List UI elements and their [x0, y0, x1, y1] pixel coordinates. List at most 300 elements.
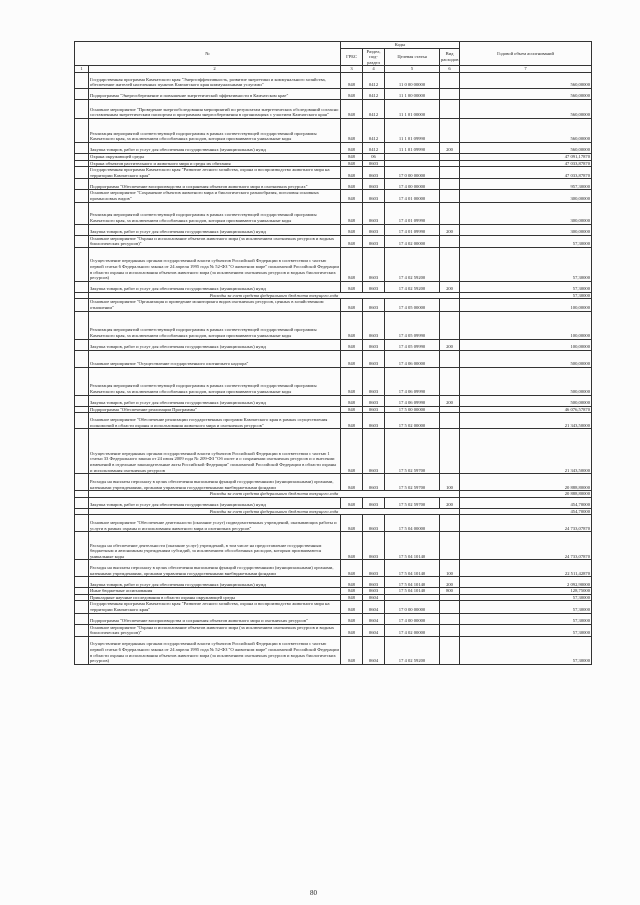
- row-razdel-cell: 0412: [363, 88, 385, 99]
- table-row: [75, 190, 592, 202]
- row-name-cell: Закупка товаров, работ и услуг для обеспечения государственных (муниципальных) нужд: [89, 142, 341, 153]
- row-vid-cell: [440, 413, 460, 429]
- row-grbs-cell: 848: [341, 142, 363, 153]
- row-vid-cell: [440, 624, 460, 636]
- row-razdel-cell: 0603: [363, 224, 385, 235]
- table-row-note: [75, 508, 592, 515]
- row-razdel-cell: 0603: [363, 167, 385, 179]
- table-row: [75, 179, 592, 190]
- row-sum-cell: 500,00000: [460, 367, 592, 395]
- row-vid-cell: [440, 179, 460, 190]
- colnum: 7: [460, 66, 592, 73]
- row-name-cell: Иные бюджетные ассигнования: [89, 588, 341, 595]
- row-name-cell: Подпрограмма "Обеспечение воспроизводства и сохранения объектов животного мира и охотничьих ресурсов": [89, 613, 341, 624]
- row-grbs-cell: 848: [341, 118, 363, 142]
- row-target-cell: 17 4 05 09990: [385, 311, 440, 339]
- table-row: [75, 367, 592, 395]
- row-target-cell: 11 1 01 09990: [385, 118, 440, 142]
- row-target-cell: 17 5 04 10140: [385, 588, 440, 595]
- row-sum-cell: 57,30000: [460, 613, 592, 624]
- table-row: [75, 118, 592, 142]
- row-name-cell: Реализация мероприятий соответствующей подпрограммы в рамках соответствующей государственной программы Камчатского края, за исключением обособленных расходов, которым присваиваются уникальные коды: [89, 367, 341, 395]
- row-grbs-cell: 848: [341, 350, 363, 367]
- table-row: [75, 311, 592, 339]
- row-razdel-cell: 0603: [363, 497, 385, 508]
- row-razdel-cell: 0603: [363, 235, 385, 247]
- row-target-cell: 17 4 02 59200: [385, 636, 440, 664]
- row-name-cell: Расходы на обеспечение деятельности (оказание услуг) учреждений, в том числе на предоставление государственным бюджетным и автономным учреждениям субсидий, за исключением обособленных расходов, которым присваиваются уникальные коды: [89, 532, 341, 560]
- row-vid-cell: [440, 601, 460, 613]
- row-razdel-cell: 0603: [363, 560, 385, 577]
- row-vid-cell: [440, 350, 460, 367]
- row-razdel-cell: 0603: [363, 515, 385, 532]
- row-target-cell: 17 4 06 09990: [385, 367, 440, 395]
- row-grbs-cell: 848: [341, 636, 363, 664]
- row-grbs-cell: 848: [341, 413, 363, 429]
- table-row: [75, 235, 592, 247]
- row-number-cell: [75, 247, 89, 281]
- row-target-cell: 17 4 02 00000: [385, 235, 440, 247]
- row-target-cell: [385, 160, 440, 167]
- table-row: [75, 350, 592, 367]
- row-razdel-cell: 0603: [363, 299, 385, 311]
- budget-table: [74, 41, 592, 665]
- row-target-cell: 17 4 02 59200: [385, 247, 440, 281]
- row-grbs-cell: 848: [341, 594, 363, 601]
- table-row: [75, 99, 592, 118]
- row-sum-cell: 57,30000: [460, 281, 592, 292]
- row-number-cell: [75, 515, 89, 532]
- row-name-cell: Государственная программа Камчатского края "Развитие лесного хозяйства, охрана и воспроизводство животного мира на территории Камчатского края": [89, 601, 341, 613]
- row-vid-cell: 200: [440, 577, 460, 588]
- row-vid-cell: 200: [440, 395, 460, 406]
- row-number-cell: [75, 292, 89, 299]
- row-vid-cell: [440, 594, 460, 601]
- header-vid: Вид расходов: [440, 48, 460, 66]
- row-vid-cell: [440, 190, 460, 202]
- row-vid-cell: [440, 153, 460, 160]
- row-vid-cell: [440, 247, 460, 281]
- column-numbers-row: [75, 66, 592, 73]
- row-razdel-cell: 0603: [363, 577, 385, 588]
- row-name-cell: Подпрограмма "Обеспечение воспроизводства и сохранения объектов животного мира в охотничьих ресурсах": [89, 179, 341, 190]
- row-vid-cell: 200: [440, 497, 460, 508]
- row-vid-cell: 100: [440, 474, 460, 491]
- row-razdel-cell: 0603: [363, 406, 385, 413]
- table-row: [75, 395, 592, 406]
- row-target-cell: 17 4 05 09990: [385, 339, 440, 350]
- row-vid-cell: [440, 429, 460, 474]
- row-target-cell: 17 5 02 00000: [385, 413, 440, 429]
- row-grbs-cell: 848: [341, 560, 363, 577]
- colnum: 5: [385, 66, 440, 73]
- row-vid-cell: [440, 235, 460, 247]
- row-name-cell: Основное мероприятие "Сохранение объектов животного мира и биологического разнообразия, поголовья основных промысловых видов": [89, 190, 341, 202]
- row-name-cell: Подпрограмма "Обеспечение реализации Программы": [89, 406, 341, 413]
- row-number-cell: [75, 613, 89, 624]
- row-razdel-cell: 0412: [363, 99, 385, 118]
- row-note-cell: Расходы за счет средств федерального бюджета текущего года: [89, 491, 460, 498]
- table-row: [75, 72, 592, 88]
- row-note-cell: Расходы за счет средств федерального бюджета текущего года: [89, 292, 460, 299]
- row-sum-cell: 454,70000: [460, 497, 592, 508]
- row-number-cell: [75, 167, 89, 179]
- row-number-cell: [75, 367, 89, 395]
- row-number-cell: [75, 406, 89, 413]
- row-number-cell: [75, 72, 89, 88]
- row-number-cell: [75, 224, 89, 235]
- table-row: [75, 497, 592, 508]
- row-vid-cell: 200: [440, 224, 460, 235]
- row-target-cell: 17 5 04 10140: [385, 577, 440, 588]
- header-num: №: [75, 42, 341, 66]
- row-name-cell: Закупка товаров, работ и услуг для обеспечения государственных (муниципальных) нужд: [89, 395, 341, 406]
- row-number-cell: [75, 299, 89, 311]
- row-vid-cell: 200: [440, 142, 460, 153]
- row-razdel-cell: 0412: [363, 72, 385, 88]
- row-number-cell: [75, 142, 89, 153]
- row-sum-cell: 300,00000: [460, 224, 592, 235]
- row-razdel-cell: 0603: [363, 395, 385, 406]
- row-number-cell: [75, 99, 89, 118]
- row-sum-cell: 57,30000: [460, 636, 592, 664]
- row-target-cell: 11 1 00 00000: [385, 88, 440, 99]
- row-grbs-cell: 848: [341, 339, 363, 350]
- row-grbs-cell: 848: [341, 577, 363, 588]
- table-row: [75, 613, 592, 624]
- row-target-cell: 17 5 04 10140: [385, 532, 440, 560]
- table-row: [75, 247, 592, 281]
- row-razdel-cell: 0603: [363, 311, 385, 339]
- header-target: Целевая статья: [385, 48, 440, 66]
- row-number-cell: [75, 339, 89, 350]
- row-vid-cell: 200: [440, 281, 460, 292]
- row-razdel-cell: 0412: [363, 118, 385, 142]
- row-number-cell: [75, 202, 89, 224]
- row-target-cell: 17 4 06 09990: [385, 395, 440, 406]
- row-grbs-cell: 848: [341, 367, 363, 395]
- row-target-cell: 17 4 00 00000: [385, 613, 440, 624]
- row-sum-cell: 20 888,80000: [460, 491, 592, 498]
- row-sum-cell: 21 343,50000: [460, 413, 592, 429]
- row-vid-cell: [440, 515, 460, 532]
- row-name-cell: Закупка товаров, работ и услуг для обеспечения государственных (муниципальных) нужд: [89, 577, 341, 588]
- row-grbs-cell: 848: [341, 429, 363, 474]
- row-name-cell: Реализация мероприятий соответствующей подпрограммы в рамках соответствующей государственной программы Камчатского края, за исключением обособленных расходов, которым присваиваются уникальные коды: [89, 118, 341, 142]
- row-number-cell: [75, 153, 89, 160]
- row-razdel-cell: 0604: [363, 594, 385, 601]
- row-razdel-cell: 06: [363, 153, 385, 160]
- row-grbs-cell: 848: [341, 190, 363, 202]
- row-target-cell: 17 5 02 59700: [385, 429, 440, 474]
- row-sum-cell: 22 511,42870: [460, 560, 592, 577]
- row-name-cell: Осуществление переданных органам государственной власти субъектов Российской Федерации в соответствии с частью первой статьи 6 Федерального закона от 24 апреля 1995 года № 52-ФЗ "О животном мире" полномочий Российской Федерации в области охраны и использования объектов животного мира (за исключением охотничьих ресурсов и водных биологических ресурсов): [89, 247, 341, 281]
- row-grbs-cell: 848: [341, 281, 363, 292]
- row-grbs-cell: 848: [341, 532, 363, 560]
- row-vid-cell: [440, 367, 460, 395]
- row-vid-cell: [440, 99, 460, 118]
- row-name-cell: Основное мероприятие "Осуществление государственного охотничьего надзора": [89, 350, 341, 367]
- row-razdel-cell: 0604: [363, 624, 385, 636]
- row-grbs-cell: 848: [341, 202, 363, 224]
- row-number-cell: [75, 508, 89, 515]
- row-vid-cell: 100: [440, 560, 460, 577]
- row-grbs-cell: 848: [341, 235, 363, 247]
- row-number-cell: [75, 190, 89, 202]
- row-number-cell: [75, 601, 89, 613]
- row-sum-cell: 46 076,57870: [460, 406, 592, 413]
- row-razdel-cell: 0604: [363, 613, 385, 624]
- row-grbs-cell: 848: [341, 474, 363, 491]
- row-number-cell: [75, 497, 89, 508]
- row-grbs-cell: 848: [341, 395, 363, 406]
- row-sum-cell: 560,00000: [460, 72, 592, 88]
- row-target-cell: 17 4 01 00000: [385, 190, 440, 202]
- row-target-cell: 17 4 01 09990: [385, 224, 440, 235]
- row-target-cell: 17 4 05 00000: [385, 299, 440, 311]
- row-target-cell: 17 4 02 00000: [385, 624, 440, 636]
- row-vid-cell: 200: [440, 339, 460, 350]
- table-row: [75, 474, 592, 491]
- row-razdel-cell: 0603: [363, 247, 385, 281]
- row-sum-cell: 500,00000: [460, 350, 592, 367]
- row-vid-cell: [440, 311, 460, 339]
- row-razdel-cell: 0603: [363, 339, 385, 350]
- row-name-cell: Охрана окружающей среды: [89, 153, 341, 160]
- row-sum-cell: 128,75000: [460, 588, 592, 595]
- row-target-cell: 11 0 00 00000: [385, 72, 440, 88]
- row-sum-cell: 57,30000: [460, 624, 592, 636]
- row-sum-cell: 560,00000: [460, 142, 592, 153]
- row-sum-cell: 100,00000: [460, 299, 592, 311]
- row-target-cell: 17 5 02 59700: [385, 474, 440, 491]
- row-grbs-cell: 848: [341, 588, 363, 595]
- row-vid-cell: [440, 118, 460, 142]
- row-number-cell: [75, 636, 89, 664]
- colnum: 3: [341, 66, 363, 73]
- row-number-cell: [75, 160, 89, 167]
- table-row: [75, 160, 592, 167]
- row-razdel-cell: 0412: [363, 142, 385, 153]
- row-sum-cell: 957,30000: [460, 179, 592, 190]
- row-grbs-cell: 848: [341, 247, 363, 281]
- row-name-cell: Основное мероприятие "Охрана и использование объектов животного мира (за исключением охотничьих ресурсов и водных биологических ресурсов)": [89, 235, 341, 247]
- table-row: [75, 588, 592, 595]
- row-target-cell: 17 0 00 00000: [385, 167, 440, 179]
- table-row: [75, 532, 592, 560]
- header-grbs: ГРБС: [341, 48, 363, 66]
- table-row: [75, 339, 592, 350]
- row-target-cell: 11 1 01 00000: [385, 99, 440, 118]
- row-vid-cell: 800: [440, 588, 460, 595]
- row-name-cell: Государственная программа Камчатского края "Энергоэффективность, развитие энергетики и коммунального хозяйства, обеспечение жителей населенных пунктов Камчатского края коммунальными услугами": [89, 72, 341, 88]
- row-target-cell: 17 5 02 59700: [385, 497, 440, 508]
- row-name-cell: Реализация мероприятий соответствующей подпрограммы в рамках соответствующей государственной программы Камчатского края, за исключением обособленных расходов, которым присваиваются уникальные коды: [89, 202, 341, 224]
- row-sum-cell: 500,00000: [460, 395, 592, 406]
- row-number-cell: [75, 235, 89, 247]
- row-vid-cell: [440, 636, 460, 664]
- row-sum-cell: 2 092,90000: [460, 577, 592, 588]
- row-sum-cell: 57,30000: [460, 594, 592, 601]
- row-vid-cell: [440, 202, 460, 224]
- row-name-cell: Осуществление переданных органам государственной власти субъектов Российской Федерации в соответствии с частью первой статьи 6 Федерального закона от 24 апреля 1995 года № 52-ФЗ "О животном мире" полномочий Российской Федерации в области охраны и использования объектов животного мира (за исключением охотничьих ресурсов и водных биологических ресурсов): [89, 636, 341, 664]
- row-sum-cell: 300,00000: [460, 202, 592, 224]
- row-sum-cell: 560,00000: [460, 99, 592, 118]
- row-number-cell: [75, 474, 89, 491]
- colnum: 1: [75, 66, 89, 73]
- colnum: 4: [363, 66, 385, 73]
- row-number-cell: [75, 560, 89, 577]
- table-row: [75, 577, 592, 588]
- row-number-cell: [75, 624, 89, 636]
- row-target-cell: [385, 153, 440, 160]
- row-vid-cell: [440, 532, 460, 560]
- table-row: [75, 202, 592, 224]
- table-row-note: [75, 292, 592, 299]
- row-sum-cell: 57,30000: [460, 292, 592, 299]
- row-razdel-cell: 0603: [363, 367, 385, 395]
- row-grbs-cell: 848: [341, 515, 363, 532]
- row-razdel-cell: 0603: [363, 588, 385, 595]
- row-razdel-cell: 0603: [363, 160, 385, 167]
- row-grbs-cell: 848: [341, 153, 363, 160]
- row-number-cell: [75, 413, 89, 429]
- row-grbs-cell: 848: [341, 99, 363, 118]
- row-vid-cell: [440, 88, 460, 99]
- header-razdel: Раздел, под-раздел: [363, 48, 385, 66]
- row-name-cell: Закупка товаров, работ и услуг для обеспечения государственных (муниципальных) нужд: [89, 281, 341, 292]
- header-codes: Коды: [341, 42, 460, 49]
- row-name-cell: Закупка товаров, работ и услуг для обеспечения государственных (муниципальных) нужд: [89, 497, 341, 508]
- table-row: [75, 281, 592, 292]
- row-number-cell: [75, 311, 89, 339]
- table-row: [75, 406, 592, 413]
- row-sum-cell: 300,00000: [460, 190, 592, 202]
- row-sum-cell: 100,00000: [460, 339, 592, 350]
- row-number-cell: [75, 118, 89, 142]
- row-target-cell: 17 0 00 00000: [385, 601, 440, 613]
- row-number-cell: [75, 88, 89, 99]
- row-name-cell: Закупка товаров, работ и услуг для обеспечения государственных (муниципальных) нужд: [89, 224, 341, 235]
- table-row: [75, 560, 592, 577]
- table-row: [75, 594, 592, 601]
- row-number-cell: [75, 395, 89, 406]
- row-razdel-cell: 0604: [363, 636, 385, 664]
- row-sum-cell: 454,70000: [460, 508, 592, 515]
- row-target-cell: 17 4 00 00000: [385, 179, 440, 190]
- row-target-cell: 17 4 01 09990: [385, 202, 440, 224]
- row-name-cell: Основное мероприятие "Обеспечение деятельности (оказание услуг) подведомственных учреждений, оказывающих работы и услуги в рамках охраны и использования животного мира и охотничьих ресурсов": [89, 515, 341, 532]
- row-target-cell: 17 4 02 59200: [385, 281, 440, 292]
- row-vid-cell: [440, 160, 460, 167]
- row-grbs-cell: 848: [341, 601, 363, 613]
- row-grbs-cell: 848: [341, 179, 363, 190]
- row-razdel-cell: 0603: [363, 179, 385, 190]
- row-grbs-cell: 848: [341, 160, 363, 167]
- row-grbs-cell: 848: [341, 497, 363, 508]
- row-name-cell: Охрана объектов растительного и животного мира и среды их обитания: [89, 160, 341, 167]
- row-name-cell: Основное мероприятие "Организация и проведение мониторинга видов охотничьих ресурсов, ценных в хозяйственном отношении": [89, 299, 341, 311]
- row-sum-cell: 57,30000: [460, 235, 592, 247]
- row-sum-cell: 24 733,07870: [460, 532, 592, 560]
- row-name-cell: Осуществление переданных органам государственной власти субъектов Российской Федерации в соответствии с частью 1 статьи 33 Федерального закона от 24 июля 2009 года № 209-ФЗ "Об охоте и о сохранении охотничьих ресурсов и о внесении изменений в отдельные законодательные акты Российской Федерации" полномочий Российской Федерации в области охраны и использования охотничьих ресурсов: [89, 429, 341, 474]
- table-row: [75, 299, 592, 311]
- row-razdel-cell: 0603: [363, 474, 385, 491]
- table-row: [75, 413, 592, 429]
- row-grbs-cell: 848: [341, 299, 363, 311]
- row-sum-cell: 560,00000: [460, 118, 592, 142]
- table-row-note: [75, 491, 592, 498]
- row-number-cell: [75, 281, 89, 292]
- row-note-cell: Расходы за счет средств федерального бюджета текущего года: [89, 508, 460, 515]
- row-name-cell: Основное мероприятие "Проведение энергообследования мероприятий по результатам энергетических обследований согласно составленным энергетическим паспортам и программам энергосбережения в организациях с участием Камчатского края": [89, 99, 341, 118]
- row-name-cell: Основное мероприятие "Охрана и использование объектов животного мира (за исключением охотничьих ресурсов и водных биологических ресурсов)": [89, 624, 341, 636]
- row-grbs-cell: 848: [341, 167, 363, 179]
- row-name-cell: Подпрограмма "Энергосбережение и повышение энергетической эффективности в Камчатском крае": [89, 88, 341, 99]
- row-target-cell: 17 5 04 10140: [385, 560, 440, 577]
- row-razdel-cell: 0603: [363, 281, 385, 292]
- row-sum-cell: 47 091,17870: [460, 153, 592, 160]
- row-razdel-cell: 0603: [363, 413, 385, 429]
- row-razdel-cell: 0603: [363, 202, 385, 224]
- row-grbs-cell: 848: [341, 224, 363, 235]
- row-vid-cell: [440, 167, 460, 179]
- row-number-cell: [75, 577, 89, 588]
- row-grbs-cell: 848: [341, 88, 363, 99]
- row-number-cell: [75, 532, 89, 560]
- table-row: [75, 624, 592, 636]
- row-sum-cell: 20 888,80000: [460, 474, 592, 491]
- row-razdel-cell: 0603: [363, 190, 385, 202]
- row-target-cell: 17 4 06 00000: [385, 350, 440, 367]
- row-number-cell: [75, 594, 89, 601]
- colnum: 2: [89, 66, 341, 73]
- row-vid-cell: [440, 406, 460, 413]
- colnum: 6: [440, 66, 460, 73]
- row-target-cell: 11 1 01 09990: [385, 142, 440, 153]
- row-sum-cell: 57,30000: [460, 247, 592, 281]
- row-grbs-cell: 848: [341, 406, 363, 413]
- row-vid-cell: [440, 72, 460, 88]
- row-name-cell: Основное мероприятие "Обеспечение реализации государственных программ Камчатского края в рамках осуществления полномочий в области охраны и использования животного мира и охотничьих ресурсов": [89, 413, 341, 429]
- header-total: Годовой объем ассигнований: [460, 42, 592, 66]
- row-number-cell: [75, 429, 89, 474]
- table-row: [75, 142, 592, 153]
- row-name-cell: Закупка товаров, работ и услуг для обеспечения государственных (муниципальных) нужд: [89, 339, 341, 350]
- row-sum-cell: 24 733,07870: [460, 515, 592, 532]
- table-row: [75, 224, 592, 235]
- row-target-cell: 17 5 00 00000: [385, 406, 440, 413]
- row-number-cell: [75, 491, 89, 498]
- row-name-cell: Реализация мероприятий соответствующей подпрограммы в рамках соответствующей государственной программы Камчатского края, за исключением обособленных расходов, которым присваиваются уникальные коды: [89, 311, 341, 339]
- row-number-cell: [75, 179, 89, 190]
- row-number-cell: [75, 350, 89, 367]
- row-name-cell: Прикладные научные исследования в области охраны окружающей среды: [89, 594, 341, 601]
- row-vid-cell: [440, 613, 460, 624]
- row-razdel-cell: 0603: [363, 429, 385, 474]
- row-sum-cell: 21 343,50000: [460, 429, 592, 474]
- table-row: [75, 153, 592, 160]
- table-row: [75, 88, 592, 99]
- table-row: [75, 167, 592, 179]
- page-number: 80: [310, 889, 317, 897]
- row-razdel-cell: 0603: [363, 532, 385, 560]
- row-sum-cell: 47 033,87870: [460, 167, 592, 179]
- row-sum-cell: 57,30000: [460, 601, 592, 613]
- row-number-cell: [75, 588, 89, 595]
- table-row: [75, 429, 592, 474]
- row-grbs-cell: 848: [341, 311, 363, 339]
